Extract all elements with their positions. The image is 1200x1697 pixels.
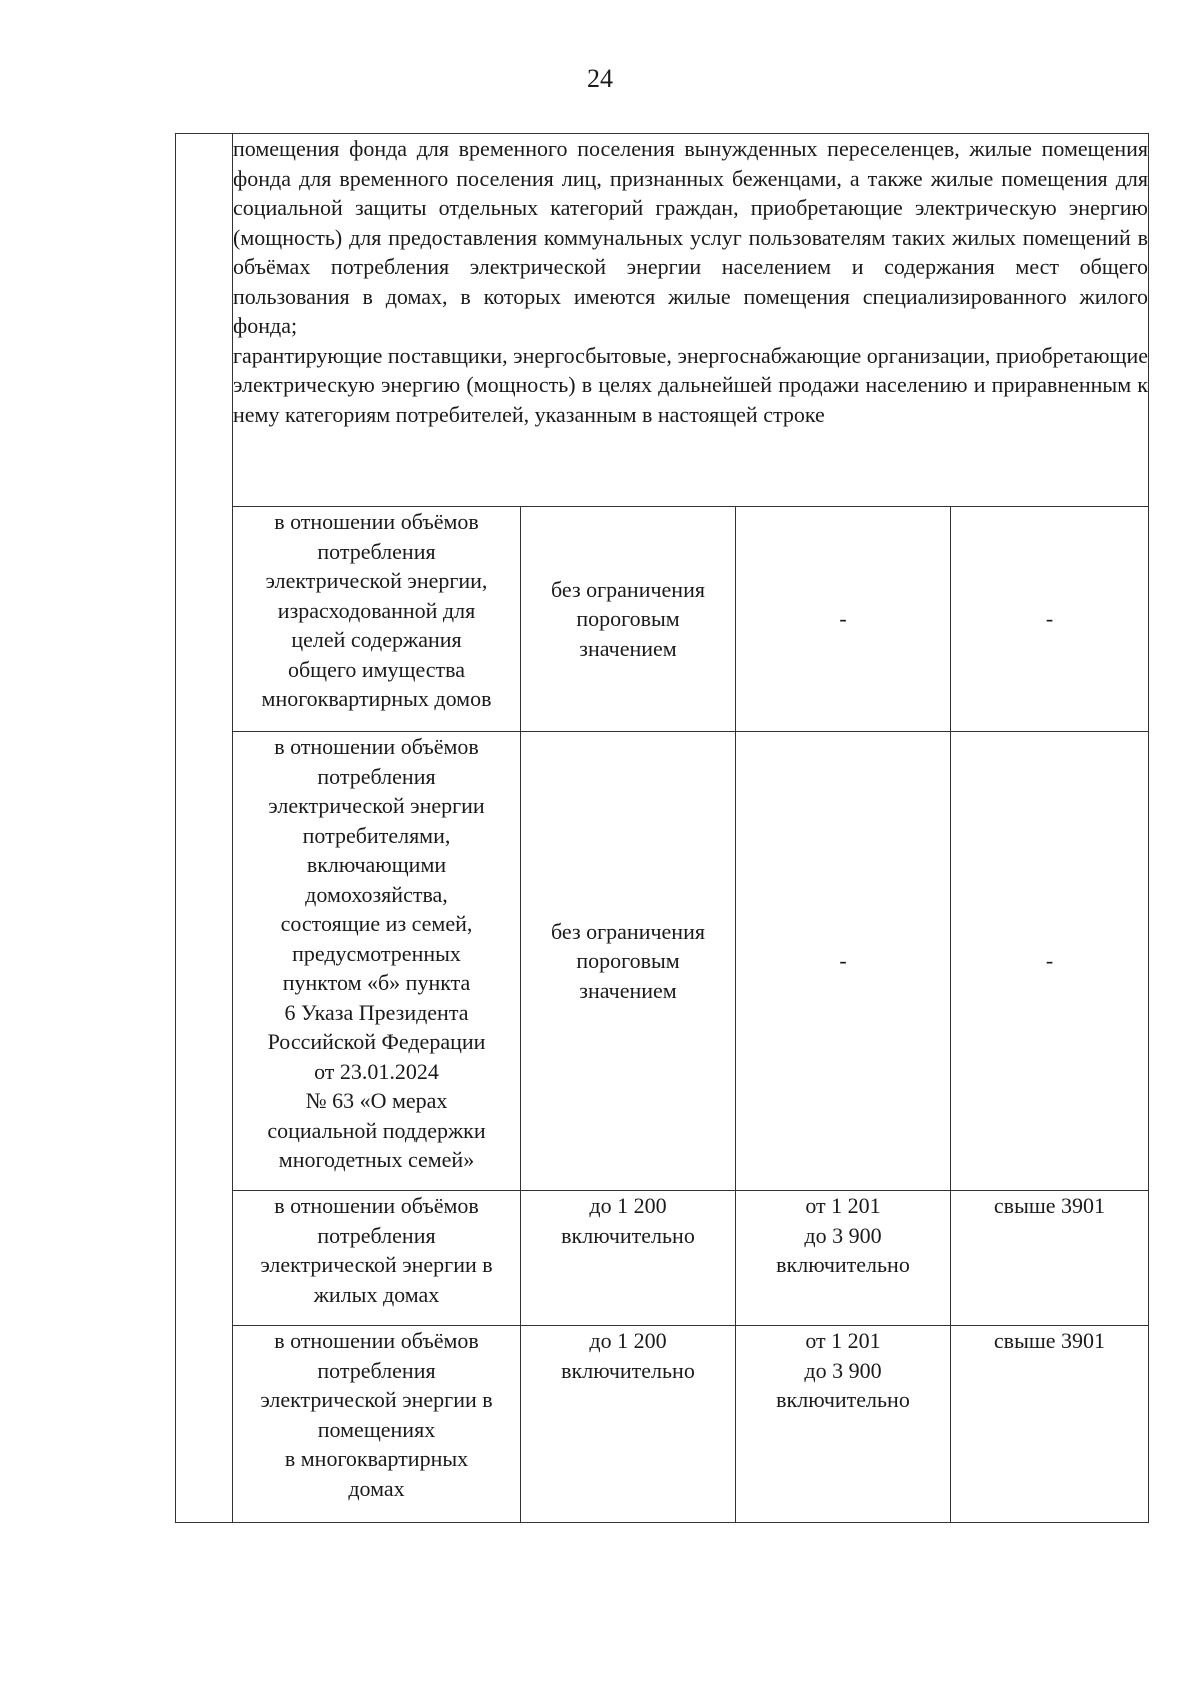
- threshold-cell: без ограничения пороговым значением: [521, 732, 736, 1191]
- threshold-cell: без ограничения пороговым значением: [521, 507, 736, 732]
- description-cell: в отношении объёмов потребления электрической энергии потребителями, включающими домохозяйства, состоящие из семей, предусмотренных пунктом «б» пункта 6 Указа Президента Российской Федерации от 23.01.2024 № 63 «О мерах социальной поддержки многодетных семей»: [233, 732, 521, 1191]
- threshold-cell: до 1 200 включительно: [521, 1191, 736, 1326]
- above-cell: свыше 3901: [951, 1326, 1149, 1523]
- tariff-table: [175, 133, 1149, 1523]
- table-row-intro: [176, 134, 1149, 507]
- above-cell: свыше 3901: [951, 1191, 1149, 1326]
- threshold-cell: до 1 200 включительно: [521, 1326, 736, 1523]
- table-row: [176, 732, 1149, 1191]
- description-cell: в отношении объёмов потребления электрической энергии в жилых домах: [233, 1191, 521, 1326]
- page-number: 24: [587, 64, 613, 93]
- description-cell: в отношении объёмов потребления электрической энергии, израсходованной для целей содержания общего имущества многоквартирных домов: [233, 507, 521, 732]
- intro-paragraph: гарантирующие поставщики, энергосбытовые, энергоснабжающие организации, приобретающие электрическую энергию (мощность) в целях дальнейшей продажи населению и приравненным к нему категориям потребителей, указанным в настоящей строке: [233, 342, 1148, 427]
- intro-paragraph: помещения фонда для временного поселения вынужденных переселенцев, жилые помещения фонда для временного поселения лиц, признанных беженцами, а также жилые помещения для социальной защиты отдельных категорий граждан, приобретающие электрическую энергию (мощность) для предоставления коммунальных услуг пользователям таких жилых помещений в объёмах потребления электрической энергии населением и содержания мест общего пользования в домах, в которых имеются жилые помещения специализированного жилого фонда;: [233, 136, 1148, 338]
- range-cell: от 1 201 до 3 900 включительно: [736, 1326, 951, 1523]
- range-cell: -: [736, 507, 951, 732]
- description-cell: в отношении объёмов потребления электрической энергии в помещениях в многоквартирных домах: [233, 1326, 521, 1523]
- table-row: [176, 1326, 1149, 1523]
- table-row: [176, 507, 1149, 732]
- above-cell: -: [951, 732, 1149, 1191]
- table-row: [176, 1191, 1149, 1326]
- range-cell: -: [736, 732, 951, 1191]
- above-cell: -: [951, 507, 1149, 732]
- range-cell: от 1 201 до 3 900 включительно: [736, 1191, 951, 1326]
- row-number-cell: [176, 134, 233, 1523]
- intro-cell: [233, 134, 1149, 507]
